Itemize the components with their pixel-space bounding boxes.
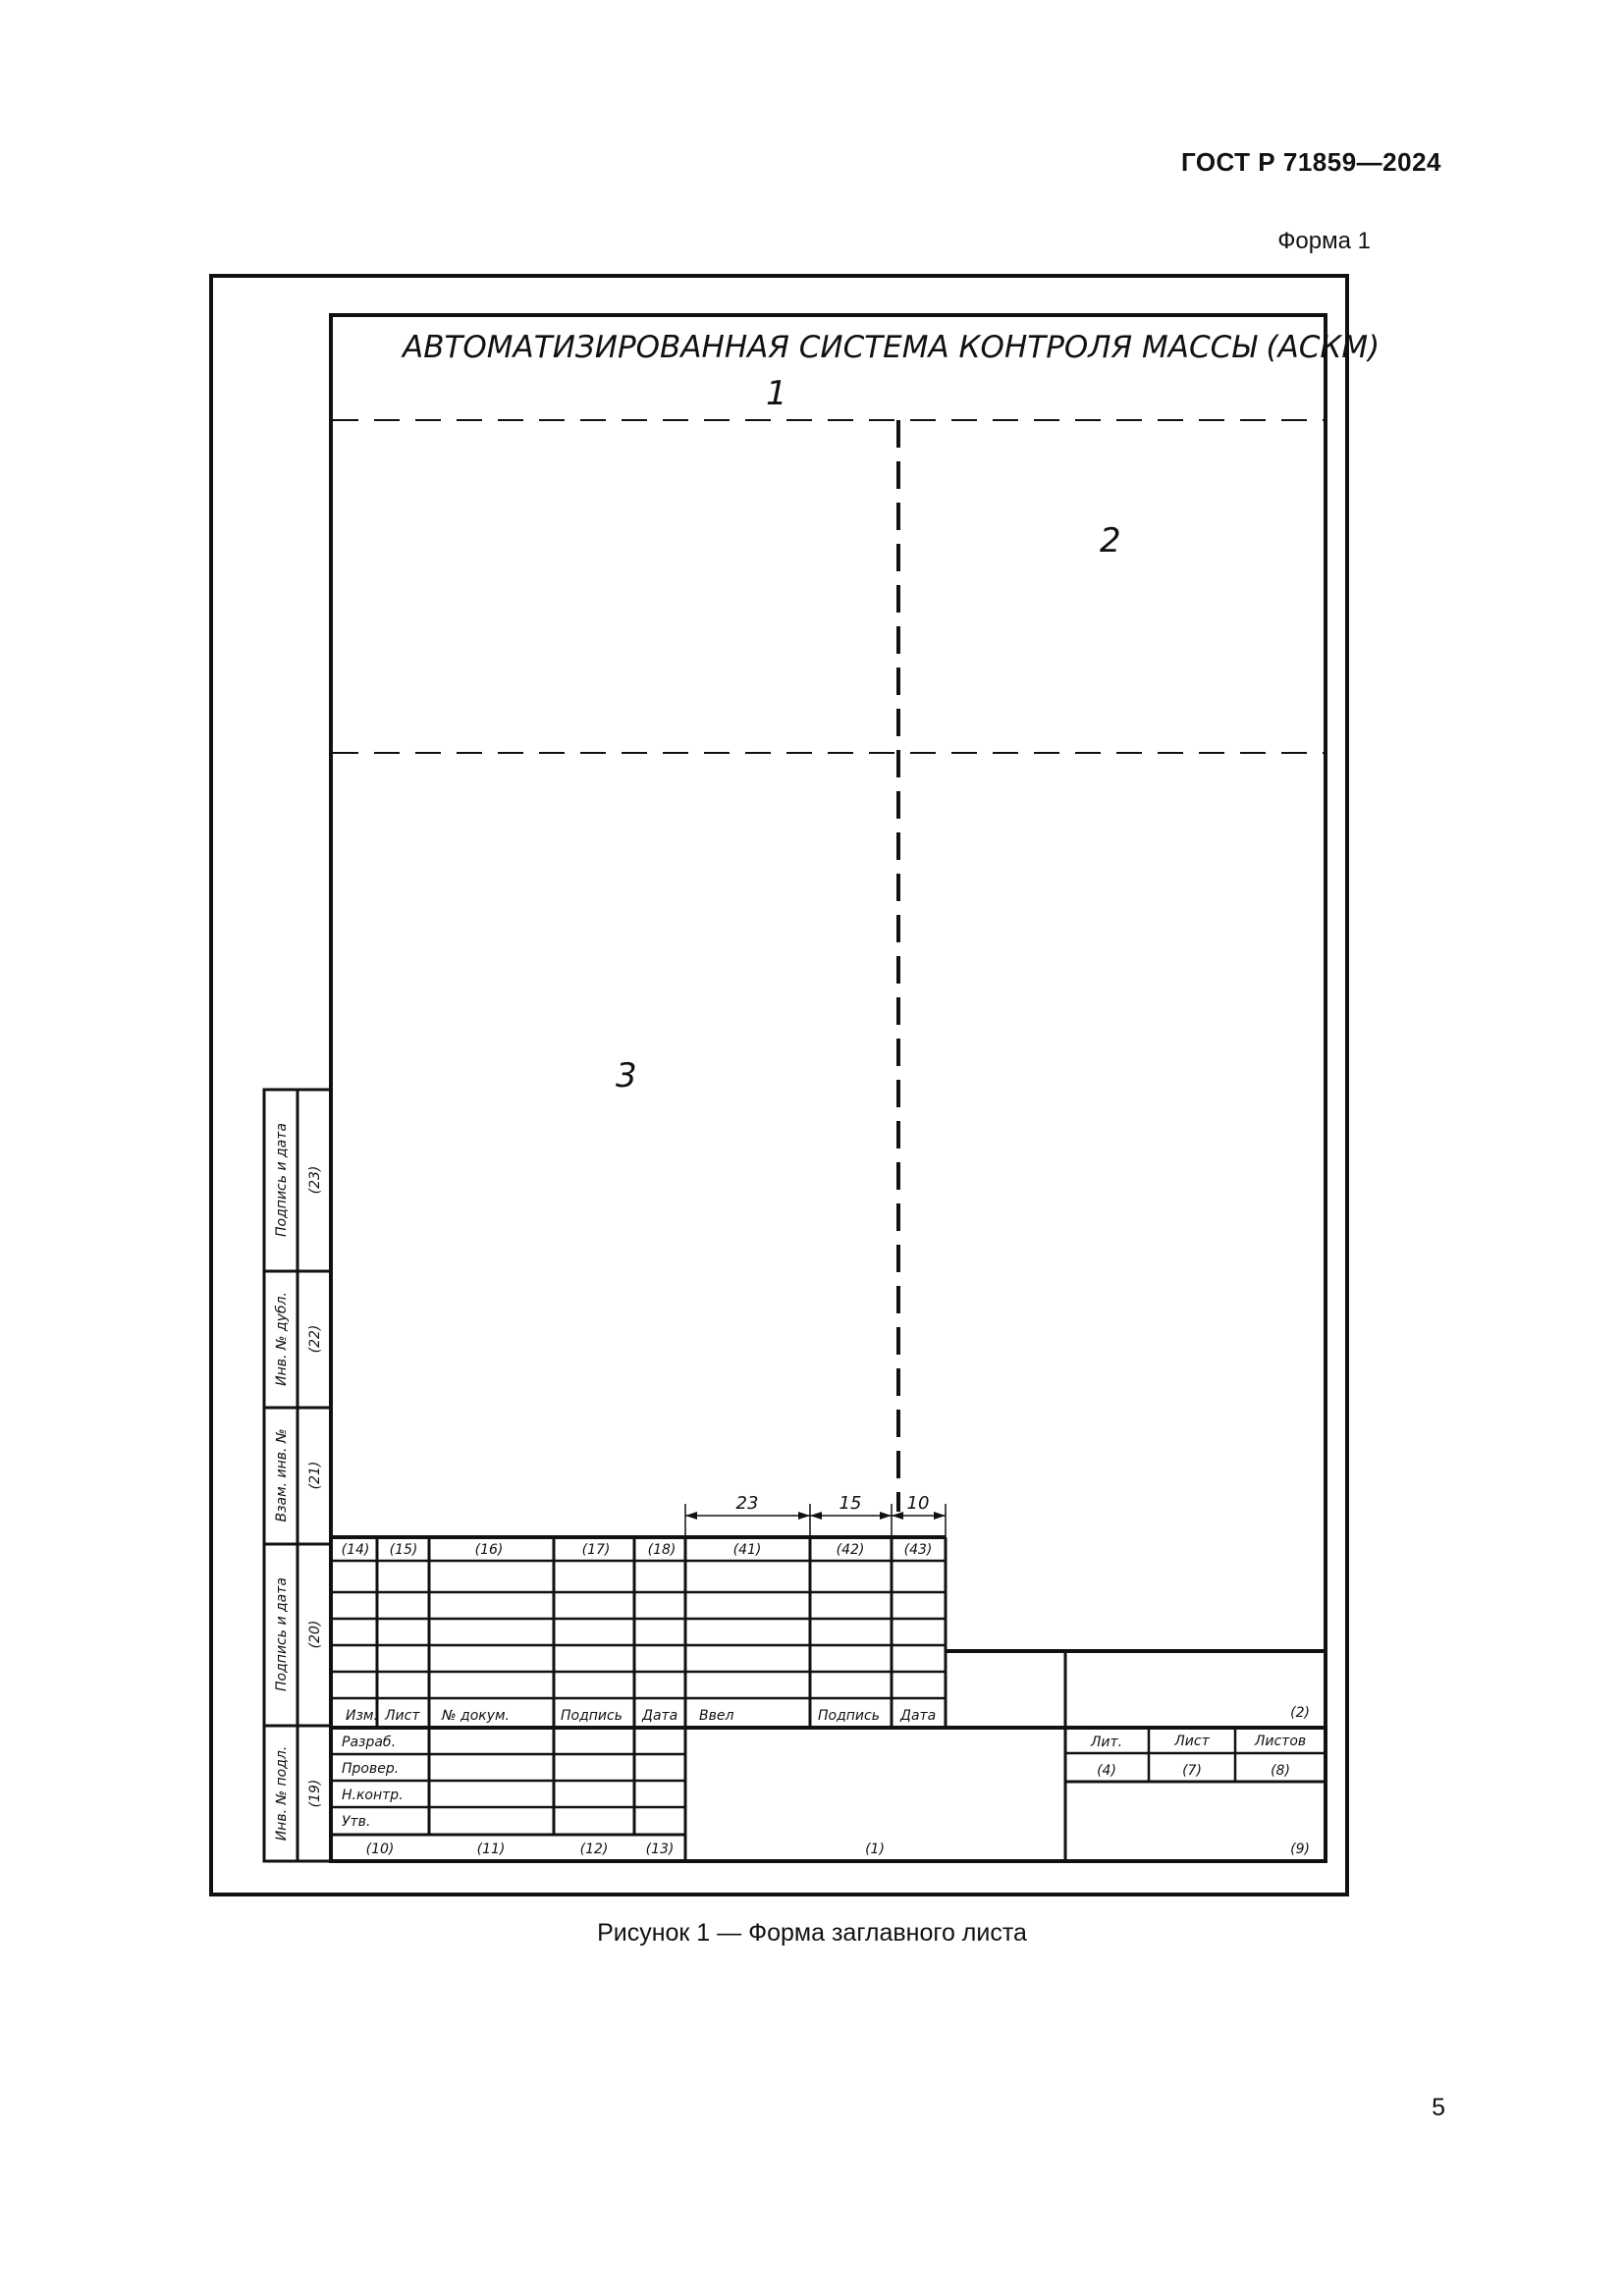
dimension-10: 10 [906, 1493, 930, 1514]
code-13: (13) [645, 1842, 675, 1857]
side-label-signature-date-2: Подпись и дата [274, 1577, 290, 1691]
right-code-7: (7) [1182, 1763, 1202, 1779]
zone-label-1: 1 [766, 374, 787, 413]
side-label-signature-date: Подпись и дата [274, 1123, 290, 1237]
form-label: Форма 1 [1277, 228, 1371, 254]
right-title-lit: Лит. [1090, 1735, 1123, 1750]
right-code-4: (4) [1097, 1763, 1116, 1779]
side-code-20: (20) [307, 1620, 323, 1649]
right-code-8: (8) [1271, 1763, 1290, 1779]
dimension-15: 15 [839, 1493, 862, 1514]
role-utv: Утв. [342, 1814, 371, 1830]
system-title: АВТОМАТИЗИРОВАННАЯ СИСТЕМА КОНТРОЛЯ МАССЫ (АСКМ) [403, 330, 1380, 365]
inner-frame [331, 315, 1326, 1861]
right-title-listov: Листов [1254, 1734, 1307, 1749]
code-9: (9) [1290, 1842, 1310, 1857]
role-nkontr: Н.контр. [342, 1788, 404, 1803]
col-izm: Изм. [346, 1708, 378, 1724]
page-number: 5 [1432, 2094, 1445, 2121]
side-code-23: (23) [307, 1165, 323, 1195]
code-15: (15) [389, 1542, 418, 1558]
code-41: (41) [732, 1542, 762, 1558]
figure-caption: Рисунок 1 — Форма заглавного листа [597, 1919, 1027, 1947]
code-43: (43) [903, 1542, 933, 1558]
code-11: (11) [476, 1842, 506, 1857]
code-1: (1) [865, 1842, 885, 1857]
code-16: (16) [474, 1542, 504, 1558]
role-prover: Провер. [342, 1761, 400, 1777]
side-code-21: (21) [307, 1461, 323, 1490]
side-label-inv-dubl: Инв. № дубл. [274, 1292, 290, 1386]
right-title-list: Лист [1174, 1734, 1210, 1749]
col-date-2: Дата [900, 1708, 937, 1724]
col-signature: Подпись [561, 1708, 623, 1724]
dimension-23: 23 [735, 1493, 759, 1514]
role-razrab: Разраб. [342, 1735, 397, 1750]
col-signature-2: Подпись [818, 1708, 880, 1724]
zone-label-3: 3 [616, 1056, 637, 1095]
code-17: (17) [581, 1542, 611, 1558]
col-doc-number: № докум. [442, 1708, 511, 1724]
side-label-inv-podl: Инв. № подл. [274, 1745, 290, 1842]
code-42: (42) [836, 1542, 865, 1558]
side-code-22: (22) [307, 1324, 323, 1354]
code-18: (18) [647, 1542, 677, 1558]
code-12: (12) [579, 1842, 609, 1857]
side-label-vzam-inv: Взам. инв. № [274, 1428, 290, 1522]
col-date: Дата [642, 1708, 678, 1724]
zone-label-2: 2 [1100, 521, 1121, 561]
col-list: Лист [385, 1708, 420, 1724]
code-10: (10) [365, 1842, 395, 1857]
code-2: (2) [1290, 1705, 1310, 1721]
standard-number: ГОСТ Р 71859—2024 [1180, 147, 1441, 177]
side-code-19: (19) [307, 1779, 323, 1808]
col-vvel: Ввел [699, 1708, 734, 1724]
changes-grid [331, 1537, 1326, 1861]
code-14: (14) [341, 1542, 370, 1558]
